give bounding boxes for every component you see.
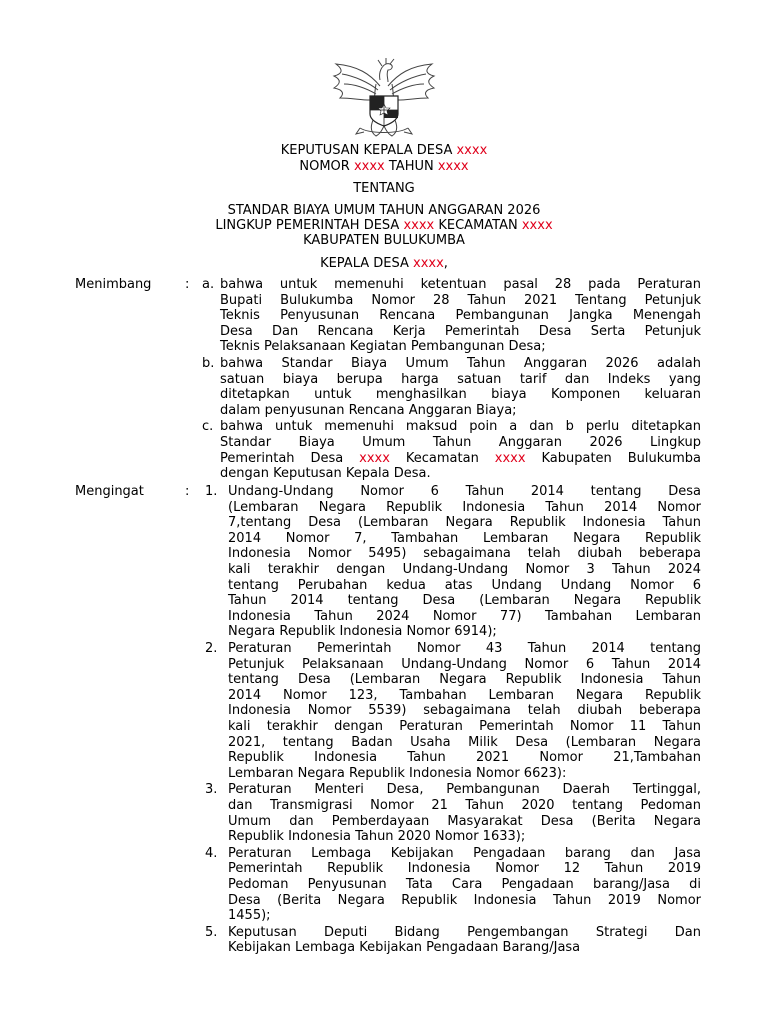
official-heading — [0, 256, 768, 272]
mengingat-item-line: Desa (Berita Negara Republik Indonesia Tahun 2019 Nomor — [228, 892, 701, 908]
menimbang-item-line: Teknis Pelaksanaan Kegiatan Pembangunan Desa; — [220, 339, 546, 355]
mengingat-item-line: 2014 Nomor 123, Tambahan Lembaran Negara Republik — [228, 687, 701, 703]
mengingat-item-line: Negara Republik Indonesia Nomor 6914); — [228, 624, 497, 640]
menimbang-item-line: Standar Biaya Umum Tahun Anggaran 2026 Lingkup — [220, 434, 701, 450]
menimbang-item-marker: b. — [202, 356, 215, 371]
menimbang-item-text — [220, 419, 701, 481]
mengingat-item-line: tentang Perubahan kedua atas Undang Undang Nomor 6 — [228, 577, 701, 593]
menimbang-item-line: satuan biaya berupa harga satuan tarif dan Indeks yang — [220, 371, 701, 387]
mengingat-item-line: 2014 Nomor 7, Tambahan Lembaran Negara Republik — [228, 530, 701, 546]
menimbang-item-line — [220, 451, 701, 467]
line-fragment: Pemerintah Desa — [220, 450, 360, 466]
district-placeholder: xxxx — [521, 218, 553, 233]
menimbang-item-line: dengan Keputusan Kepala Desa. — [220, 466, 431, 482]
mengingat-item-marker: 2. — [205, 641, 218, 656]
placeholder-text: xxxx — [494, 450, 526, 466]
line-fragment: Kecamatan — [389, 450, 495, 466]
mengingat-item-line: tentang Desa (Lembaran Negara Republik Indonesia Tahun — [228, 672, 701, 688]
menimbang-item-line: ditetapkan untuk menghasilkan biaya Komponen keluaran — [220, 387, 701, 403]
village-name-placeholder: xxxx — [456, 143, 488, 158]
village-placeholder: xxxx — [403, 218, 435, 233]
mengingat-colon: : — [185, 484, 190, 499]
menimbang-colon: : — [185, 277, 190, 292]
mengingat-item-text — [228, 782, 701, 844]
title-text: KEPUTUSAN KEPALA DESA — [280, 143, 457, 158]
menimbang-item-text — [220, 356, 701, 418]
mengingat-item-line: Peraturan Pemerintah Nomor 43 Tahun 2014 tentang — [228, 641, 701, 656]
number-label: NOMOR — [299, 159, 354, 174]
mengingat-item-line: Kebijakan Lembaga Kebijakan Pengadaan Barang/Jasa — [228, 940, 581, 956]
mengingat-item-line: Lembaran Negara Republik Indonesia Nomor 6623): — [228, 765, 567, 781]
mengingat-item-line: Pemerintah Republik Indonesia Nomor 12 Tahun 2019 — [228, 861, 701, 877]
tentang-text: TENTANG — [353, 181, 415, 196]
tentang-heading — [0, 181, 768, 197]
menimbang-item-line: bahwa untuk memenuhi ketentuan pasal 28 pada Peraturan — [220, 277, 701, 292]
menimbang-item-line: Teknis Penyusunan Rencana Pembangunan Jangka Menengah — [220, 308, 701, 324]
year-placeholder: xxxx — [437, 159, 469, 174]
official-comma: , — [443, 256, 448, 271]
subject-text-3: KABUPATEN BULUKUMBA — [303, 233, 465, 248]
menimbang-item-line: bahwa Standar Biaya Umum Tahun Anggaran 2026 adalah — [220, 356, 701, 371]
mengingat-item-line: Tahun 2014 tentang Desa (Lembaran Negara Republik — [228, 593, 701, 609]
mengingat-item-text — [228, 641, 701, 781]
mengingat-item-line: kali terakhir dengan Peraturan Pemerintah Nomor 11 Tahun — [228, 718, 701, 734]
mengingat-item-line: Keputusan Deputi Bidang Pengembangan Strategi Dan — [228, 924, 701, 940]
mengingat-item-line: 2021, tentang Badan Usaha Milik Desa (Lembaran Negara — [228, 734, 701, 750]
mengingat-item-line: Peraturan Menteri Desa, Pembangunan Daerah Tertinggal, — [228, 782, 701, 798]
subject-text-1: STANDAR BIAYA UMUM TAHUN ANGGARAN 2026 — [227, 203, 541, 218]
subject-line-2 — [0, 218, 768, 234]
mengingat-item-line: Indonesia Nomor 5539) sebagaimana telah diubah beberapa — [228, 703, 701, 719]
mengingat-item-line: Umum dan Pemberdayaan Masyarakat Desa (Berita Negara — [228, 813, 701, 829]
number-placeholder: xxxx — [353, 159, 385, 174]
menimbang-item-marker: a. — [202, 277, 215, 292]
official-placeholder: xxxx — [413, 256, 444, 271]
mengingat-item-line: Indonesia Tahun 2024 Nomor 77) Tambahan Lembaran — [228, 608, 701, 624]
subject-line-3 — [0, 233, 768, 249]
menimbang-item-marker: c. — [202, 419, 214, 435]
mengingat-item-line: kali terakhir dengan Undang-Undang Nomor 3 Tahun 2024 — [228, 561, 701, 577]
line-fragment: Kabupaten Bulukumba — [525, 450, 701, 466]
menimbang-item-line: dalam penyusunan Rencana Anggaran Biaya; — [220, 402, 517, 418]
title-line-2 — [0, 159, 768, 175]
placeholder-text: xxxx — [359, 450, 390, 466]
menimbang-item-text — [220, 277, 701, 355]
mengingat-item-marker: 5. — [205, 924, 218, 940]
mengingat-item-line: Indonesia Nomor 5495) sebagaimana telah diubah beberapa — [228, 546, 701, 562]
mengingat-item-line: dan Transmigrasi Nomor 21 Tahun 2020 tentang Pedoman — [228, 797, 701, 813]
mengingat-item-text — [228, 484, 701, 640]
mengingat-item-line: Republik Indonesia Tahun 2021 Nomor 21,Tambahan — [228, 750, 701, 766]
mengingat-item-marker: 4. — [205, 845, 218, 861]
year-label: TAHUN — [384, 159, 438, 174]
menimbang-item-line: Desa Dan Rencana Kerja Pemerintah Desa Serta Petunjuk — [220, 323, 701, 339]
mengingat-item-text — [228, 925, 701, 956]
mengingat-item-line: Undang-Undang Nomor 6 Tahun 2014 tentang Desa — [228, 484, 701, 499]
mengingat-item-marker: 1. — [205, 484, 218, 499]
mengingat-item-line: Peraturan Lembaga Kebijakan Pengadaan barang dan Jasa — [228, 845, 701, 861]
subject-line-1 — [0, 203, 768, 219]
mengingat-item-line: Petunjuk Pelaksanaan Undang-Undang Nomor 6 Tahun 2014 — [228, 656, 701, 672]
mengingat-item-line: 7,tentang Desa (Lembaran Negara Republik Indonesia Tahun — [228, 515, 701, 531]
title-line-1 — [0, 143, 768, 159]
mengingat-label: Mengingat — [75, 484, 144, 499]
official-text: KEPALA DESA — [320, 256, 414, 271]
menimbang-label: Menimbang — [75, 277, 152, 292]
menimbang-item-line: bahwa untuk memenuhi maksud poin a dan b perlu ditetapkan — [220, 419, 701, 435]
mengingat-item-line: Pedoman Penyusunan Tata Cara Pengadaan barang/Jasa di — [228, 876, 701, 892]
garuda-emblem-icon — [330, 56, 438, 142]
mengingat-item-marker: 3. — [205, 782, 218, 798]
subject-text-2b: KECAMATAN — [434, 218, 522, 233]
mengingat-item-line: 1455); — [228, 908, 271, 924]
mengingat-item-line: Republik Indonesia Tahun 2020 Nomor 1633); — [228, 829, 526, 845]
subject-text-2a: LINGKUP PEMERINTAH DESA — [215, 218, 404, 233]
mengingat-item-text — [228, 846, 701, 924]
menimbang-item-line: Bupati Bulukumba Nomor 28 Tahun 2021 Tentang Petunjuk — [220, 292, 701, 308]
mengingat-item-line: (Lembaran Negara Republik Indonesia Tahun 2014 Nomor — [228, 499, 701, 515]
